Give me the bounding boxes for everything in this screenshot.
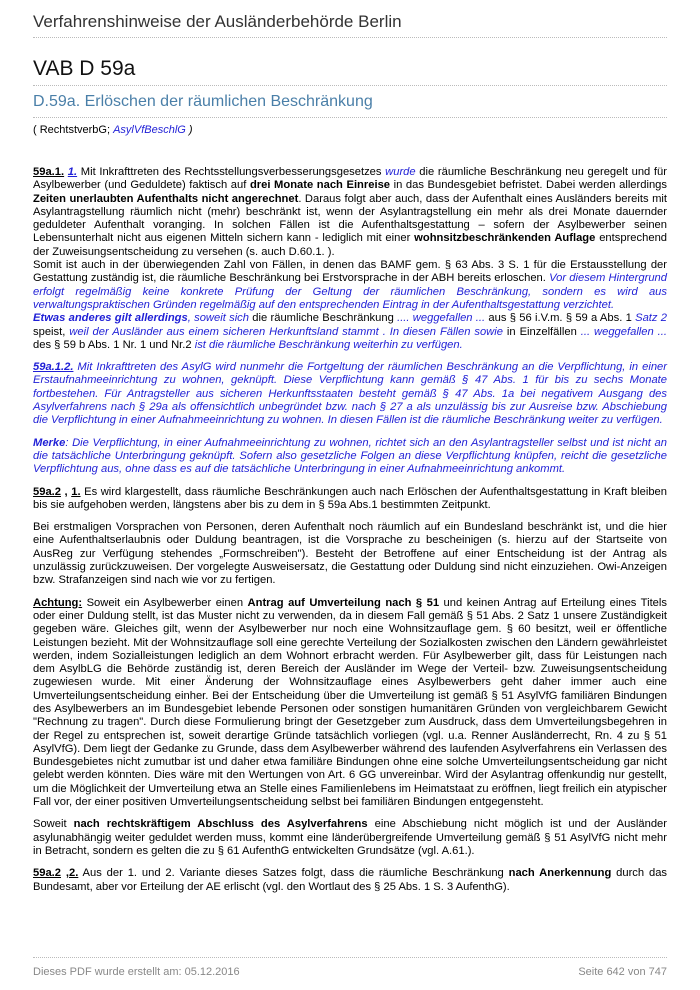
law-link[interactable]: AsylVfBeschlG (113, 124, 186, 136)
text: in das Bundesgebiet befristet. Dabei werden allerdings (390, 179, 667, 192)
section-number: 59a.2 (33, 485, 61, 498)
document-title: VAB D 59a (33, 57, 136, 80)
section-number: 59a.1.2. (33, 361, 74, 374)
amended-text: .... weggefallen ... (397, 312, 486, 325)
law-suffix: ) (185, 124, 193, 136)
text: Mit Inkrafttreten des AsylG wird nunmehr die Fortgeltung der räumlichen Beschränkung an die Verpflichtung, in einer Erstaufnahmeeinrichtung zu wohnen, geknüpft. Diese Verpflichtung kann gemäß § 47 Abs. 1 für bis zu sechs Monate fortbestehen. Für Antragsteller aus sicheren Herkunftsstaaten besteht gemäß § 47 Abs. 1a bei negativem Ausgang des Asylverfahrens nach § 29a als offensichtlich unbegründet bzw. nach § 27 a als unzulässig bis zur Ausreise bzw. Abschiebung die Verpflichtung in einer Aufnahmeeinrichtung zu wohnen. In diesen Fällen ist die räumliche Beschränkung weiter zu verfügen. (33, 361, 667, 427)
text: : Die Verpflichtung, in einer Aufnahmeeinrichtung zu wohnen, richtet sich an den Asylantragsteller selbst und ist nicht an die tatsächliche Unterbringung geknüpft. Sofern also gesetzliche Folgen an diese Verpflichtung knüpfen, reicht die gesetzliche Verpflichtung aus, ohne dass es auf die tatsächliche Unterbringung in einer Aufnahmeeinrichtung ankommt. (33, 436, 667, 476)
text: Mit Inkrafttreten des Rechtsstellungsverbesserungsgesetzes (77, 166, 386, 178)
section-divider (33, 117, 667, 118)
text: die räumliche Beschränkung neu geregelt und für Asylbewerber (und Geduldete) faktisch auf (33, 166, 667, 192)
paragraph-merke (33, 437, 667, 477)
subsection-number: 2. (68, 867, 79, 880)
paragraph-59a-2-2 (33, 867, 667, 894)
separator: , (61, 485, 72, 498)
bold-text: wohnsitzbeschränkenden Auflage (414, 232, 596, 245)
text: Bei erstmaligen Vorsprachen von Personen, deren Aufenthalt noch räumlich auf ein Bundesland beschränkt ist, und die hier eine Aufenthaltserlaubnis oder Duldung beantragen, ist die Vorsprache zu bescheinigen (s. hierzu auf der Startseite von AusReg zur Verfügung stehendes „Formschreiben"). Besteht der Betroffene auf einer Entscheidung ist der Antrag als unzulässig zurückzuweisen. Der vorgelegte Ausweisersatz, die Gestattung oder Duldung sind nicht einzuziehen. Owi-Anzeigen bzw. Strafanzeigen sind nach wie vor zu fertigen. (33, 521, 667, 587)
text: aus § 56 i.V.m. § 59 a Abs. 1 (485, 312, 636, 325)
merke-label: Merke (33, 436, 66, 449)
text: speist, (33, 325, 70, 338)
bold-text: drei Monate nach Einreise (249, 179, 391, 192)
text: Soweit (33, 818, 74, 831)
text: entsprechend der Zuweisungsentscheidung zu versehen (s. auch D.60.1. ). (33, 232, 668, 258)
amended-text: Etwas anderes gilt allerdings (33, 312, 188, 325)
document-body (33, 166, 667, 903)
separator: , (61, 867, 69, 880)
text: Aus der 1. und 2. Variante dieses Satzes folgt, dass die räumliche Beschränkung (78, 867, 509, 880)
section-title: D.59a. Erlöschen der räumlichen Beschränkung (33, 93, 373, 110)
bold-text: Zeiten unerlaubten Aufenthalts nicht angerechnet (33, 192, 299, 205)
paragraph-achtung (33, 597, 667, 810)
paragraph-59a-2-1 (33, 486, 667, 513)
text: die räumliche Beschränkung (249, 312, 398, 325)
amended-text: ist die räumliche Beschränkung weiterhin zu verfügen. (194, 338, 463, 351)
amended-text: Satz 2 (635, 312, 667, 325)
text: Somit ist auch in der überwiegenden Zahl von Fällen, in denen das BAMF gem. § 63 Abs. 3 S. 1 für die Erstausstellung der Gestattung zuständig ist, die räumliche Beschränkung bei Erstvorsprache in der ABH bereits erloschen. (33, 259, 667, 285)
text: durch das Bundesamt, aber vor Erteilung der AE erlischt (vgl. den Wortlaut des § 25 Abs. 1 S. 3 AufenthG). (33, 867, 668, 893)
paragraph-59a-1 (33, 166, 667, 352)
paragraph-vorsprache (33, 521, 667, 587)
subsection-number: 1. (71, 485, 81, 498)
amended-text: weil der Ausländer aus einem sicheren Herkunftsland stammt . In diesen Fällen sowie (69, 325, 503, 338)
achtung-label: Achtung: (33, 596, 83, 609)
header-title: Verfahrenshinweise der Ausländerbehörde Berlin (33, 12, 402, 31)
footer-page-number: Seite 642 von 747 (578, 966, 667, 978)
text: eine Abschiebung nicht möglich ist und der Ausländer asylunabhängig weiter geduldet werden muss, kommt eine länderübergreifende Umverteilung gemäß § 51 AsylVfG nicht mehr in Betracht, sondern es gelten die zu § 61 AufenthG entwickelten Grundsätze (vgl. A.61.). (33, 818, 667, 857)
footer-divider (33, 957, 667, 958)
footer-created-date: Dieses PDF wurde erstellt am: 05.12.2016 (33, 966, 240, 978)
section-number: 59a.2 (33, 867, 61, 880)
text: und keinen Antrag auf Erteilung eines Titels oder einer Duldung stellt, ist das Muster nicht zu verwenden, da in diesem Fall gemäß § 51 Abs. 2 Satz 1 unsere Zuständigkeit gegeben wäre. Gleiches gilt, wenn der Asylbewerber nur noch eine Wohnsitzauflage gem. § 60 besitzt, weil er öffentliche Leistungen bezieht. Mit der Wohnsitzauflage soll eine gerechte Verteilung der Sozialkosten zwischen den Ländern gewährleistet werden, indem Sozialleistungen lediglich an dem Wohnort erbracht werden. Für Asylbewerber gilt, dass für Leistungen nach dem AsylbLG die Behörde zuständig ist, deren Bereich der Ausländer im Wege der Verteil- bzw. Zuweisungsentscheidung zugewiesen wurde. Mit einer Änderung der Wohnsitzauflage eines Asylbewerbers geht daher immer auch eine Umverteilungsentscheidung einher. Bei der Entscheidung über die Umverteilung ist gemäß § 51 AsylVfG familiären Bindungen des Asylbewerbers an im Bundesgebiet lebende Personen oder sonstigen humanitären Gründen von vergleichbarem Gewicht "Rechnung zu tragen". Durch diese Formulierung bringt der Gesetzgeber zum Ausdruck, dass dem Umverteilungsbegehren in der Regel zu entsprechen ist, soweit derartige Gründe tatsächlich vorliegen (vgl. u.a. Renner Ausländerrecht, Rn. 4 zu § 51 AsylVfG). Dem liegt der Gedanke zu Grunde, dass dem Asylbewerber während des laufenden Asylverfahrens ein Verlassen des Bundesgebietes nicht zumutbar ist und daher etwa familiäre Bindungen ohne eine solche Umverteilungsentscheidung gar nicht gelebt werden könnten. Dies wäre mit den Wertungen von Art. 6 GG unvereinbar. Wird der Asylantrag offenkundig nur gestellt, um die Möglichkeit der Umverteilung etwa an Stelle eines Familienlebens im Heimatstaat zu eröffnen, liegt freilich ein atypischer Fall vor, der einer positiven Umverteilungsentscheidung selbst bei familiären Bindungen entgegensteht. (33, 596, 667, 809)
amended-text: wurde (385, 166, 416, 178)
paragraph-rechtskraeftig (33, 818, 667, 858)
section-number: 59a.1. (33, 166, 65, 178)
amended-text: , soweit sich (187, 312, 249, 325)
amended-text: Vor diesem Hintergrund erfolgt regelmäßig keine konkrete Prüfung der Geltung der räumlichen Beschränkung, sondern es wird aus verwaltungspraktischen Gründen regelmäßig auf den entsprechenden Eintrag in der Aufenthaltsgestattung verzichtet. (33, 272, 667, 311)
amended-text: ... weggefallen ... (580, 325, 667, 338)
text: in Einzelfällen (502, 325, 581, 338)
text: des § 59 b Abs. 1 Nr. 1 und Nr.2 (33, 338, 195, 351)
law-prefix: ( RechtstverbG; (33, 124, 114, 136)
text: Soweit ein Asylbewerber einen (82, 596, 248, 609)
text: . Daraus folgt aber auch, dass der Aufenthalt eines Ausländers bereits mit Asylantragstellung räumlich nicht (mehr) beschränkt ist, wenn der Asylantragstellung ein mehr als drei Monate dauernder geduldeter Aufenthalt voranging. In solchen Fällen ist die Aufenthaltsgestattung – sofern der Asylbewerber seinen Lebensunterhalt nicht aus eigenen Mitteln sichern kann - lediglich mit einer (33, 192, 667, 245)
subsection-link[interactable]: 1. (67, 166, 78, 178)
title-divider (33, 85, 667, 86)
law-reference (33, 124, 193, 136)
paragraph-59a-1-2 (33, 361, 667, 427)
text: Es wird klargestellt, dass räumliche Beschränkungen auch nach Erlöschen der Aufenthaltsgestattung in Kraft bleiben bis sie aufgehoben werden, längstens aber bis zu dem in § 59a Abs.1 bestimmten Zeitpunkt. (33, 485, 667, 511)
bold-text: nach Anerkennung (508, 867, 612, 880)
header-divider (33, 37, 667, 38)
bold-text: nach rechtskräftigem Abschluss des Asylverfahrens (73, 818, 368, 831)
bold-text: Antrag auf Umverteilung nach § 51 (247, 596, 440, 609)
